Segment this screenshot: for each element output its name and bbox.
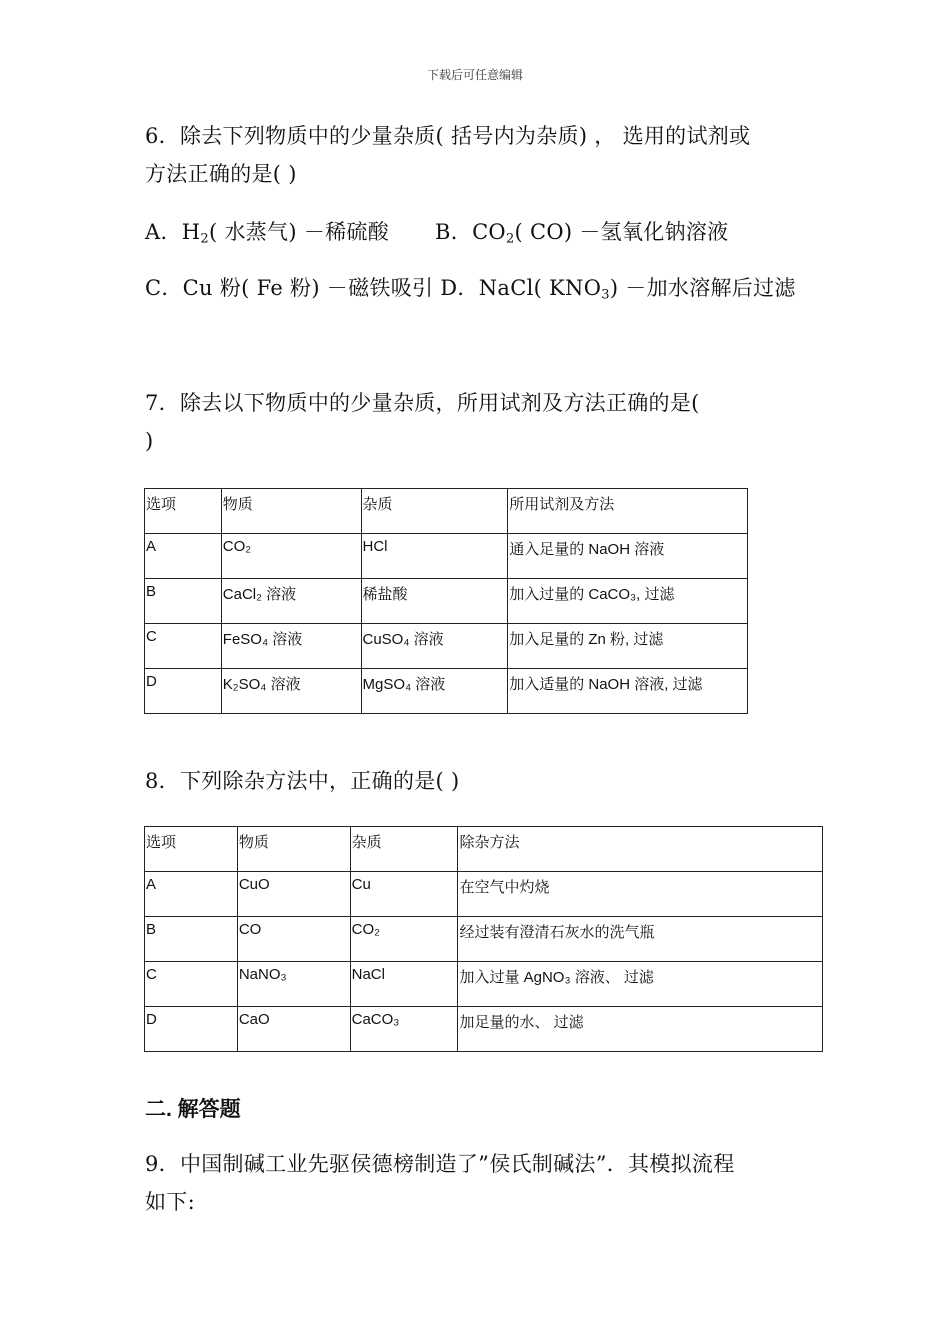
q7-stem-line2: ) bbox=[145, 429, 154, 453]
table-cell: NaNO₃ bbox=[237, 962, 350, 1007]
table-cell: Cu bbox=[350, 872, 458, 917]
table-cell: 加入足量的 Zn 粉, 过滤 bbox=[508, 624, 748, 669]
table-cell: B bbox=[145, 917, 238, 962]
table-cell: C bbox=[145, 962, 238, 1007]
q6-stem-line2: 方法正确的是( ) bbox=[145, 162, 297, 186]
table-cell: 加入过量 AgNO₃ 溶液、 过滤 bbox=[458, 962, 823, 1007]
question-8 bbox=[145, 762, 460, 800]
table-cell: CaO bbox=[237, 1007, 350, 1052]
table-cell: 通入足量的 NaOH 溶液 bbox=[508, 534, 748, 579]
table-row bbox=[145, 872, 823, 917]
section-heading: 二. 解答题 bbox=[145, 1098, 241, 1121]
table-cell: HCl bbox=[361, 534, 508, 579]
q6-options-cd: C．Cu 粉( Fe 粉) －磁铁吸引 D．NaCl( $KNO_3$) －加水溶解后过滤 bbox=[145, 276, 796, 303]
table-cell: K₂SO₄ 溶液 bbox=[221, 669, 361, 714]
table-cell: CuO bbox=[237, 872, 350, 917]
table-header-row bbox=[145, 489, 748, 534]
table-cell: C bbox=[145, 624, 222, 669]
table-cell: CO₂ bbox=[350, 917, 458, 962]
question-7 bbox=[145, 384, 700, 460]
table-cell: D bbox=[145, 1007, 238, 1052]
header-cell: 选项 bbox=[145, 827, 238, 872]
table-cell: NaCl bbox=[350, 962, 458, 1007]
table-row bbox=[145, 624, 748, 669]
table-cell: 经过装有澄清石灰水的洗气瓶 bbox=[458, 917, 823, 962]
table-row bbox=[145, 1007, 823, 1052]
table-cell: A bbox=[145, 872, 238, 917]
q8-stem-line1: 8．下列除杂方法中，正确的是( ) bbox=[145, 769, 460, 793]
table-row bbox=[145, 962, 823, 1007]
table-row bbox=[145, 669, 748, 714]
header-cell: 所用试剂及方法 bbox=[508, 489, 748, 534]
table-header-row bbox=[145, 827, 823, 872]
q9-stem-line1: 9．中国制碱工业先驱侯德榜制造了”侯氏制碱法”．其模拟流程 bbox=[145, 1152, 735, 1176]
q6-stem-line1: 6．除去下列物质中的少量杂质( 括号内为杂质) ， 选用的试剂或 bbox=[145, 124, 751, 148]
table-cell: FeSO₄ 溶液 bbox=[221, 624, 361, 669]
q7-table bbox=[144, 488, 748, 714]
table-cell: CO₂ bbox=[221, 534, 361, 579]
q9-stem-line2: 如下: bbox=[145, 1190, 195, 1214]
q7-stem-line1: 7．除去以下物质中的少量杂质，所用试剂及方法正确的是( bbox=[145, 391, 700, 415]
table-cell: D bbox=[145, 669, 222, 714]
table-cell: 加足量的水、 过滤 bbox=[458, 1007, 823, 1052]
table-row bbox=[145, 917, 823, 962]
header-cell: 除杂方法 bbox=[458, 827, 823, 872]
table-row bbox=[145, 579, 748, 624]
question-9 bbox=[145, 1145, 735, 1221]
table-cell: CO bbox=[237, 917, 350, 962]
q6-options-ab bbox=[145, 216, 728, 246]
header-cell: 选项 bbox=[145, 489, 222, 534]
q6-option-a: A．$H_2$( 水蒸气) －稀硫酸 bbox=[145, 220, 390, 247]
q6-option-b: B．$CO_2$( CO) －氢氧化钠溶液 bbox=[435, 220, 729, 247]
header-cell: 杂质 bbox=[350, 827, 458, 872]
q8-table bbox=[144, 826, 823, 1052]
header-cell: 杂质 bbox=[361, 489, 508, 534]
table-cell: 加入过量的 CaCO₃, 过滤 bbox=[508, 579, 748, 624]
header-cell: 物质 bbox=[237, 827, 350, 872]
table-cell: A bbox=[145, 534, 222, 579]
page-header: 下载后可任意编辑 bbox=[426, 68, 523, 82]
table-cell: CuSO₄ 溶液 bbox=[361, 624, 508, 669]
table-row bbox=[145, 534, 748, 579]
header-cell: 物质 bbox=[221, 489, 361, 534]
table-cell: 加入适量的 NaOH 溶液, 过滤 bbox=[508, 669, 748, 714]
table-cell: B bbox=[145, 579, 222, 624]
table-cell: MgSO₄ 溶液 bbox=[361, 669, 508, 714]
table-cell: 在空气中灼烧 bbox=[458, 872, 823, 917]
table-cell: CaCl₂ 溶液 bbox=[221, 579, 361, 624]
question-6 bbox=[145, 117, 750, 193]
table-cell: 稀盐酸 bbox=[361, 579, 508, 624]
table-cell: CaCO₃ bbox=[350, 1007, 458, 1052]
